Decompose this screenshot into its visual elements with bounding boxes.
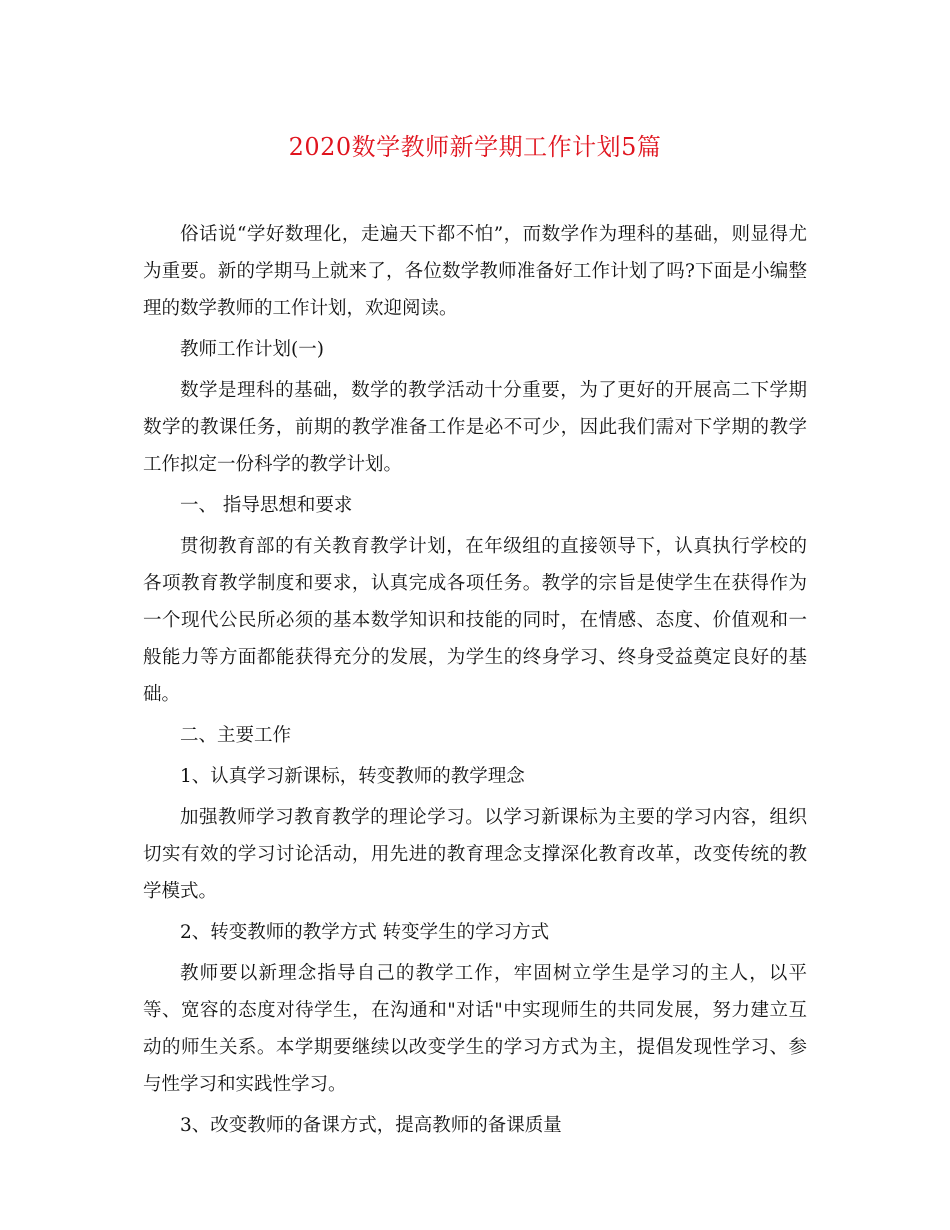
subheading-item-2: 2、转变教师的教学方式 转变学生的学习方式 <box>180 922 550 943</box>
paragraph-guiding-ideas: 贯彻教育部的有关教育教学计划，在年级组的直接领导下，认真执行学校的各项教育教学制度和要求，认真完成各项任务。教学的宗旨是使学生在获得作为一个现代公民所必须的基本数学知识和技能的同时，在情感、态度、价值观和一般能力等方面都能获得充分的发展，为学生的终身学习、终身受益奠定良好的基础。 <box>143 536 807 705</box>
document-body <box>143 216 807 1144</box>
paragraph-plan-1-intro: 数学是理科的基础，数学的教学活动十分重要，为了更好的开展高二下学期数学的教课任务，前期的教学准备工作是必不可少，因此我们需对下学期的教学工作拟定一份科学的教学计划。 <box>143 380 807 475</box>
section-heading-guiding-ideas: 一、 指导思想和要求 <box>180 495 353 516</box>
paragraph-intro: 俗话说“学好数理化，走遍天下都不怕”，而数学作为理科的基础，则显得尤为重要。新的学期马上就来了，各位数学教师准备好工作计划了吗?下面是小编整理的数学教师的工作计划，欢迎阅读。 <box>143 224 807 319</box>
paragraph-item-2: 教师要以新理念指导自己的教学工作，牢固树立学生是学习的主人，以平等、宽容的态度对待学生，在沟通和"对话"中实现师生的共同发展，努力建立互动的师生关系。本学期要继续以改变学生的学习方式为主，提倡发现性学习、参与性学习和实践性学习。 <box>143 963 807 1095</box>
section-heading-main-work: 二、主要工作 <box>180 725 292 746</box>
subheading-item-1: 1、认真学习新课标，转变教师的教学理念 <box>180 766 525 787</box>
document-title: 2020数学教师新学期工作计划5篇 <box>288 133 662 161</box>
subheading-item-3: 3、改变教师的备课方式，提高教师的备课质量 <box>180 1115 562 1136</box>
paragraph-item-1: 加强教师学习教育教学的理论学习。以学习新课标为主要的学习内容，组织切实有效的学习讨论活动，用先进的教育理念支撑深化教育改革，改变传统的教学模式。 <box>143 807 807 902</box>
section-heading-plan-1: 教师工作计划(一) <box>180 339 324 360</box>
